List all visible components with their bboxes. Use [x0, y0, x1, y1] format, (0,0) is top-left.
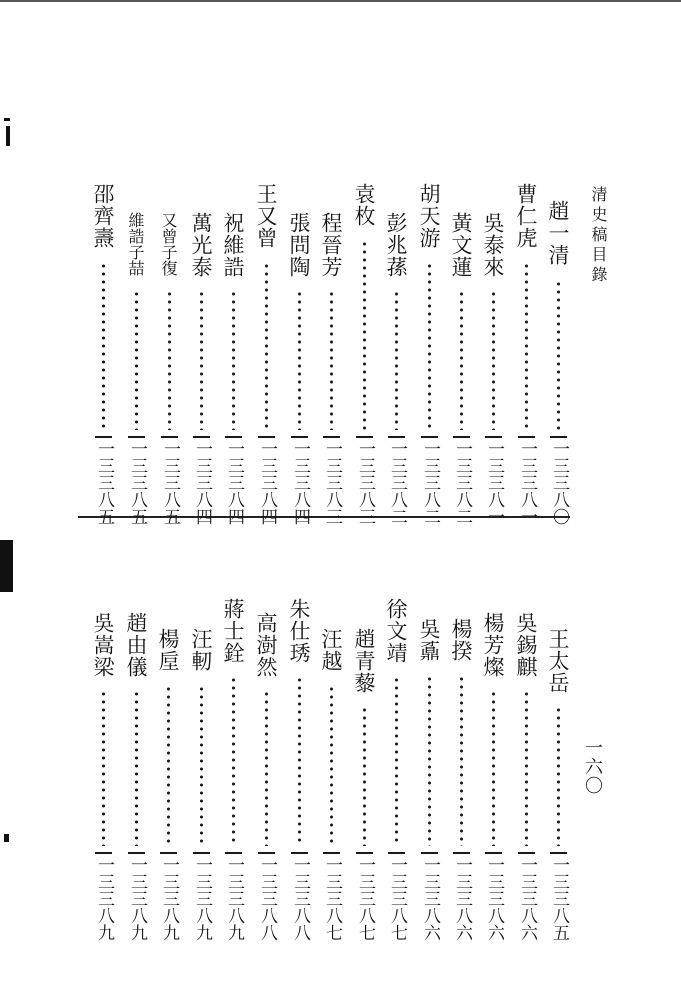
- entry-page: 一三三八二: [453, 436, 470, 525]
- dot-leader: [525, 262, 528, 430]
- entry-name: 吳鼒: [417, 618, 441, 662]
- entry-page: 一三三八三: [356, 436, 373, 525]
- entry-page: 一三三八二: [421, 436, 438, 525]
- entry-name: 程晉芳: [319, 212, 343, 278]
- dot-leader: [460, 675, 463, 846]
- dot-leader: [492, 690, 495, 846]
- entry-page: 一三三八九: [225, 852, 242, 941]
- entry-page: 一三三八四: [225, 436, 242, 525]
- entry-name: 袁枚: [352, 183, 376, 227]
- entry-name: 楊揆: [449, 618, 473, 662]
- entry-page: 一三三八六: [421, 852, 438, 941]
- entry-name: 吳嵩梁: [91, 612, 115, 678]
- entry-page: 一三三八二: [388, 436, 405, 525]
- entry-page: 一三三八六: [453, 852, 470, 941]
- entry-name: 蔣士銓: [221, 598, 245, 664]
- entry-name: 趙由儀: [124, 612, 148, 678]
- entry-name: 朱仕琇: [287, 598, 311, 664]
- entry-page: 一三三八九: [193, 852, 210, 941]
- dot-leader: [200, 290, 203, 430]
- dot-leader: [363, 240, 366, 430]
- dot-leader: [525, 690, 528, 846]
- entry-page: 一三三八〇: [550, 436, 567, 525]
- entry-page: 一三三八五: [95, 436, 112, 525]
- entry-name: 維誥子喆: [126, 212, 145, 276]
- dot-leader: [330, 685, 333, 846]
- dot-leader: [135, 290, 138, 430]
- top-border: [0, 0, 681, 2]
- entry-name: 萬光泰: [189, 212, 213, 278]
- dot-leader: [460, 290, 463, 430]
- entry-name: 趙青藜: [352, 628, 376, 694]
- entry-page: 一三三八一: [518, 436, 535, 525]
- running-title: 清史稿目錄: [589, 186, 608, 286]
- entry-name: 高澍然: [254, 612, 278, 678]
- scan-mark: [4, 118, 10, 121]
- entry-name: 又曾子復: [159, 212, 178, 276]
- entry-name: 曹仁虎: [514, 183, 538, 249]
- entry-page: 一三三八八: [291, 852, 308, 941]
- page-folio: 一六〇: [582, 738, 603, 795]
- entry-page: 一三三八七: [323, 852, 340, 941]
- entry-name: 徐文靖: [384, 598, 408, 664]
- dot-leader: [395, 290, 398, 430]
- dot-leader: [265, 690, 268, 846]
- dot-leader: [232, 290, 235, 430]
- entry-name: 楊垕: [156, 628, 180, 672]
- entry-name: 彭兆蓀: [384, 212, 408, 278]
- entry-name: 吳錫麒: [514, 612, 538, 678]
- entry-name: 汪越: [319, 628, 343, 672]
- entry-page: 一三三八五: [550, 852, 567, 941]
- dot-leader: [557, 280, 560, 430]
- scan-mark: [6, 126, 10, 146]
- entry-name: 張問陶: [287, 212, 311, 278]
- entry-name: 王又曾: [254, 183, 278, 249]
- entry-page: 一三三八三: [323, 436, 340, 525]
- dot-leader: [428, 675, 431, 846]
- entry-page: 一三三八九: [128, 852, 145, 941]
- dot-leader: [167, 685, 170, 846]
- entry-page: 一三三八六: [485, 852, 502, 941]
- dot-leader: [265, 262, 268, 430]
- scan-mark: [0, 540, 13, 592]
- entry-name: 王太岳: [546, 628, 570, 694]
- entry-name: 趙一清: [546, 200, 570, 266]
- dot-leader: [135, 690, 138, 846]
- entry-page: 一三三八四: [193, 436, 210, 525]
- dot-leader: [492, 290, 495, 430]
- entry-page: 一三三八四: [258, 436, 275, 525]
- entry-name: 邵齊燾: [91, 183, 115, 249]
- dot-leader: [428, 262, 431, 430]
- dot-leader: [200, 685, 203, 846]
- entry-page: 一三三八一: [485, 436, 502, 525]
- entry-page: 一三三八四: [291, 436, 308, 525]
- entry-name: 楊芳燦: [481, 612, 505, 678]
- entry-page: 一三三八七: [388, 852, 405, 941]
- dot-leader: [298, 676, 301, 846]
- dot-leader: [395, 676, 398, 846]
- dot-leader: [102, 262, 105, 430]
- entry-name: 吳泰來: [481, 212, 505, 278]
- entry-page: 一三三八五: [161, 436, 178, 525]
- entry-page: 一三三八六: [518, 852, 535, 941]
- entry-name: 汪軔: [189, 628, 213, 672]
- entry-page: 一三三八九: [160, 852, 177, 941]
- dot-leader: [232, 676, 235, 846]
- dot-leader: [102, 690, 105, 846]
- entry-page: 一三三八八: [258, 852, 275, 941]
- dot-leader: [363, 706, 366, 846]
- entry-page: 一三三八九: [95, 852, 112, 941]
- entry-page: 一三三八五: [128, 436, 145, 525]
- entry-name: 胡天游: [417, 183, 441, 249]
- scan-mark: [4, 834, 9, 842]
- entry-page: 一三三八七: [356, 852, 373, 941]
- dot-leader: [168, 290, 171, 430]
- entry-name: 祝維誥: [221, 212, 245, 278]
- dot-leader: [557, 706, 560, 846]
- dot-leader: [298, 290, 301, 430]
- entry-name: 黃文蓮: [449, 212, 473, 278]
- dot-leader: [330, 290, 333, 430]
